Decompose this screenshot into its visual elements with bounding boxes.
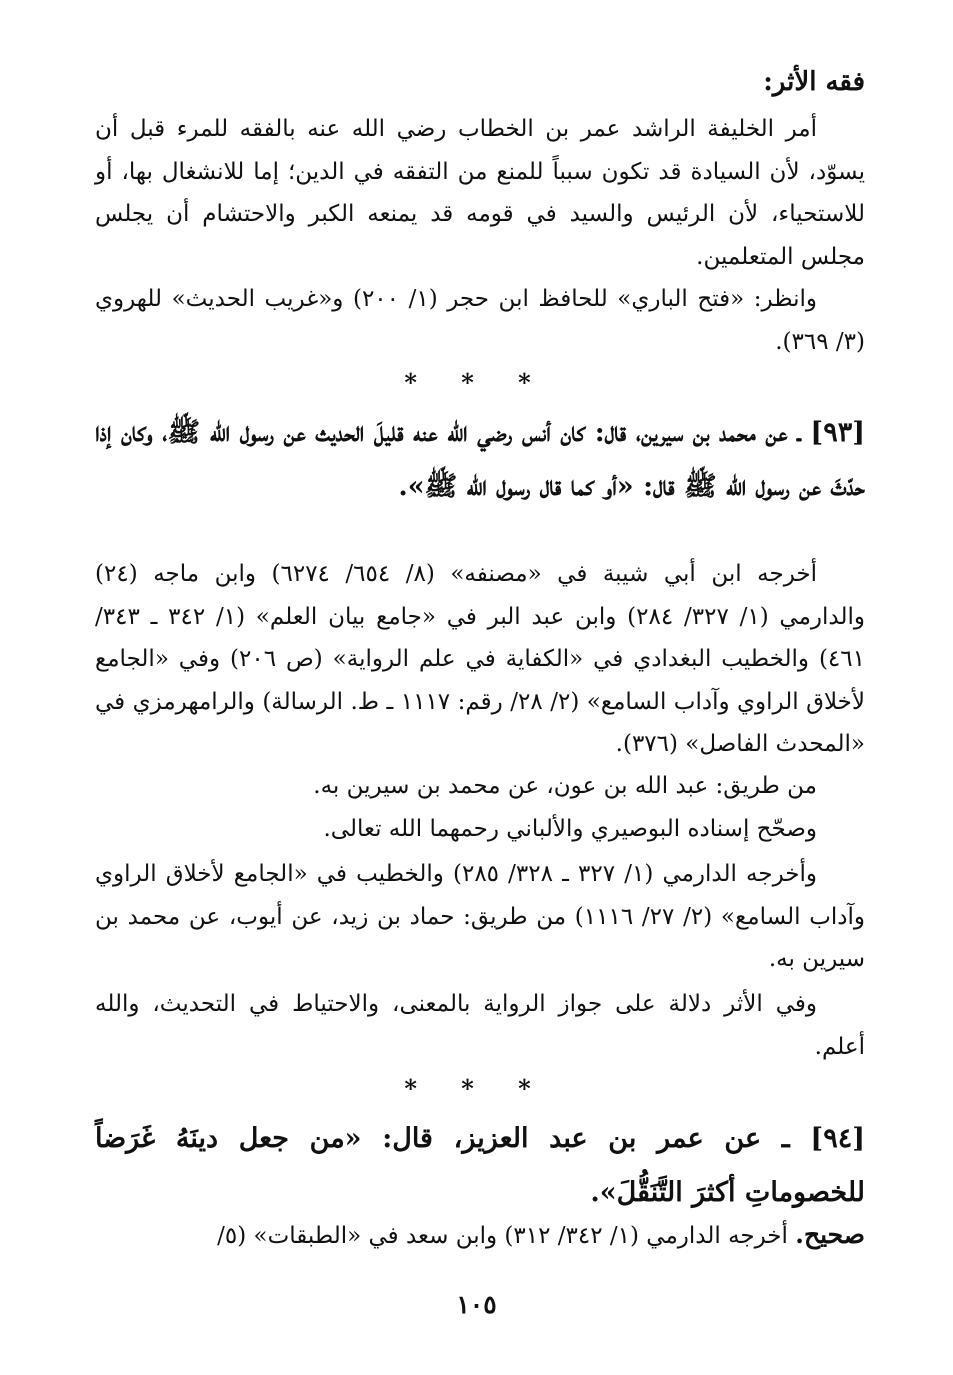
takhrij-93-chain: من طريق: عبد الله بن عون، عن محمد بن سيرين به.: [313, 773, 817, 799]
page-number: ١٠٥: [456, 1290, 497, 1319]
takhrij-93-sources: أخرجه ابن أبي شيبة في «مصنفه» (٨/ ٦٥٤/ ٦٢٧٤) وابن ماجه (٢٤) والدارمي (١/ ٣٢٧/ ٢٨٤) وابن عبد البر في «جامع بيان العلم» (١/ ٣٤٢ ـ ٣٤٣/ ٤٦١) والخطيب البغدادي في «الكفاية في علم الرواية» (ص ٢٠٦) وفي «الجامع لأخلاق الراوي وآداب السامع» (٢/ ٢٨/ رقم: ١١١٧ ـ ط. الرسالة) والرامهرمزي في «المحدث الفاصل» (٣٧٦).: [95, 561, 866, 758]
takhrij-94: [95, 1214, 865, 1258]
takhrij-93-second-chain: وأخرجه الدارمي (١/ ٣٢٧ ـ ٣٢٨/ ٢٨٥) والخطيب في «الجامع لأخلاق الراوي وآداب السامع» (٢/ ٢٧/ ١١١٦) من طريق: حماد بن زيد، عن أيوب، عن محمد بن سيرين به.: [95, 861, 866, 973]
takhrij-93-benefit: وفي الأثر دلالة على جواز الرواية بالمعنى، والاحتياط في التحديث، والله أعلم.: [95, 991, 865, 1060]
section-heading: فقه الأثر:: [763, 67, 865, 97]
separator-stars-2: * * *: [404, 1074, 549, 1103]
separator-stars-1: * * *: [404, 368, 549, 397]
fiqh-paragraph-1: أمر الخليفة الراشد عمر بن الخطاب رضي الله عنه بالفقه للمرء قبل أن يسوّد، لأن السيادة قد تكون سبباً للمنع من التفقه في الدين؛ إما للانشغال بها، أو للاستحياء، لأن الرئيس والسيد في قومه قد يمنعه الكبر والاحتشام أن يجلس مجلس المتعلمين.: [95, 116, 865, 270]
narration-94: [٩٤] ـ عن عمر بن عبد العزيز، قال: «من جعل دينَهُ غَرَضاً للخصوماتِ أكثرَ التَّنَقُّلَ».: [95, 1123, 865, 1208]
takhrij-94-grade: صحيح.: [795, 1220, 865, 1249]
narration-93: [٩٣] ـ عن محمد بن سيرين، قال: كان أنس رضي الله عنه قليلَ الحديث عن رسول الله ﷺ، وكان إذا حدّثَ عن رسول الله ﷺ قال: «أو كما قال رسول الله ﷺ».: [95, 417, 865, 502]
takhrij-94-text: أخرجه الدارمي (١/ ٣٤٢/ ٣١٢) وابن سعد في «الطبقات» (٥/: [217, 1223, 788, 1249]
takhrij-93-grading: وصحّح إسناده البوصيري والألباني رحمهما الله تعالى.: [323, 816, 817, 842]
fiqh-paragraph-2: وانظر: «فتح الباري» للحافظ ابن حجر (١/ ٢٠٠) و«غريب الحديث» للهروي (٣/ ٣٦٩).: [95, 286, 865, 355]
